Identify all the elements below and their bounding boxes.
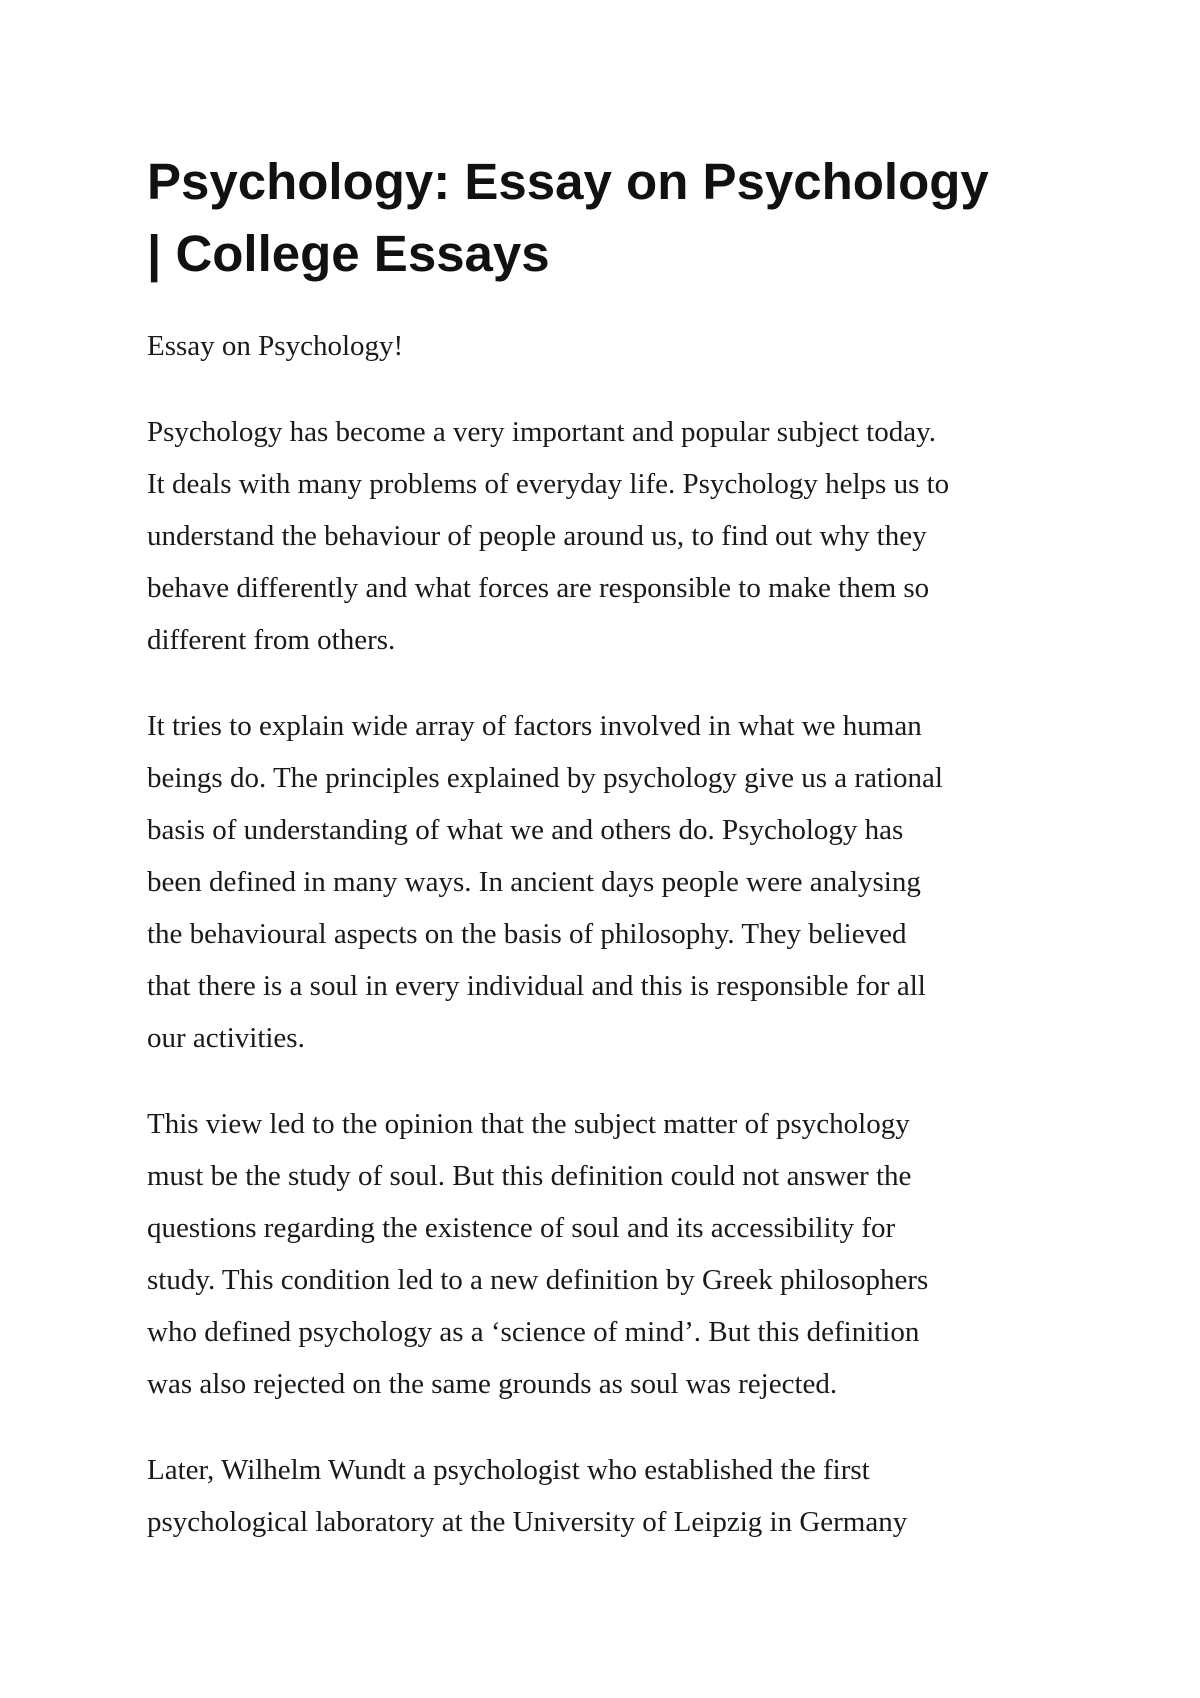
paragraph-line: basis of understanding of what we and others do. Psychology has	[147, 814, 904, 846]
paragraph-line: who defined psychology as a ‘science of mind’. But this definition	[147, 1316, 920, 1348]
title-line: Psychology: Essay on Psychology	[147, 153, 989, 210]
paragraph-line: study. This condition led to a new definition by Greek philosophers	[147, 1264, 929, 1296]
paragraph-line: different from others.	[147, 624, 396, 656]
document-content	[147, 146, 1077, 1548]
paragraph-line: beings do. The principles explained by psychology give us a rational	[147, 762, 943, 794]
paragraph-3	[147, 1098, 1077, 1410]
paragraph-line: understand the behaviour of people around us, to find out why they	[147, 520, 927, 552]
paragraph-line: must be the study of soul. But this definition could not answer the	[147, 1160, 912, 1192]
paragraph-line: It deals with many problems of everyday life. Psychology helps us to	[147, 468, 950, 500]
paragraph-line: was also rejected on the same grounds as soul was rejected.	[147, 1368, 838, 1400]
paragraph-4	[147, 1444, 1077, 1548]
paragraph-line: questions regarding the existence of soul and its accessibility for	[147, 1212, 896, 1244]
paragraph-1	[147, 406, 1077, 666]
paragraph-line: our activities.	[147, 1022, 305, 1054]
paragraph-line: been defined in many ways. In ancient days people were analysing	[147, 866, 921, 898]
paragraph-line: that there is a soul in every individual and this is responsible for all	[147, 970, 926, 1002]
paragraph-line: This view led to the opinion that the subject matter of psychology	[147, 1108, 910, 1140]
paragraph-line: psychological laboratory at the University of Leipzig in Germany	[147, 1506, 908, 1538]
paragraph-line: Psychology has become a very important and popular subject today.	[147, 416, 936, 448]
title-line: | College Essays	[147, 225, 550, 282]
paragraph-line: behave differently and what forces are responsible to make them so	[147, 572, 930, 604]
page-title	[147, 146, 1077, 290]
essay-subtitle: Essay on Psychology!	[147, 330, 404, 362]
paragraph-line: the behavioural aspects on the basis of philosophy. They believed	[147, 918, 907, 950]
paragraph-2	[147, 700, 1077, 1064]
paragraph-line: It tries to explain wide array of factors involved in what we human	[147, 710, 922, 742]
paragraph-line: Later, Wilhelm Wundt a psychologist who established the first	[147, 1454, 870, 1486]
